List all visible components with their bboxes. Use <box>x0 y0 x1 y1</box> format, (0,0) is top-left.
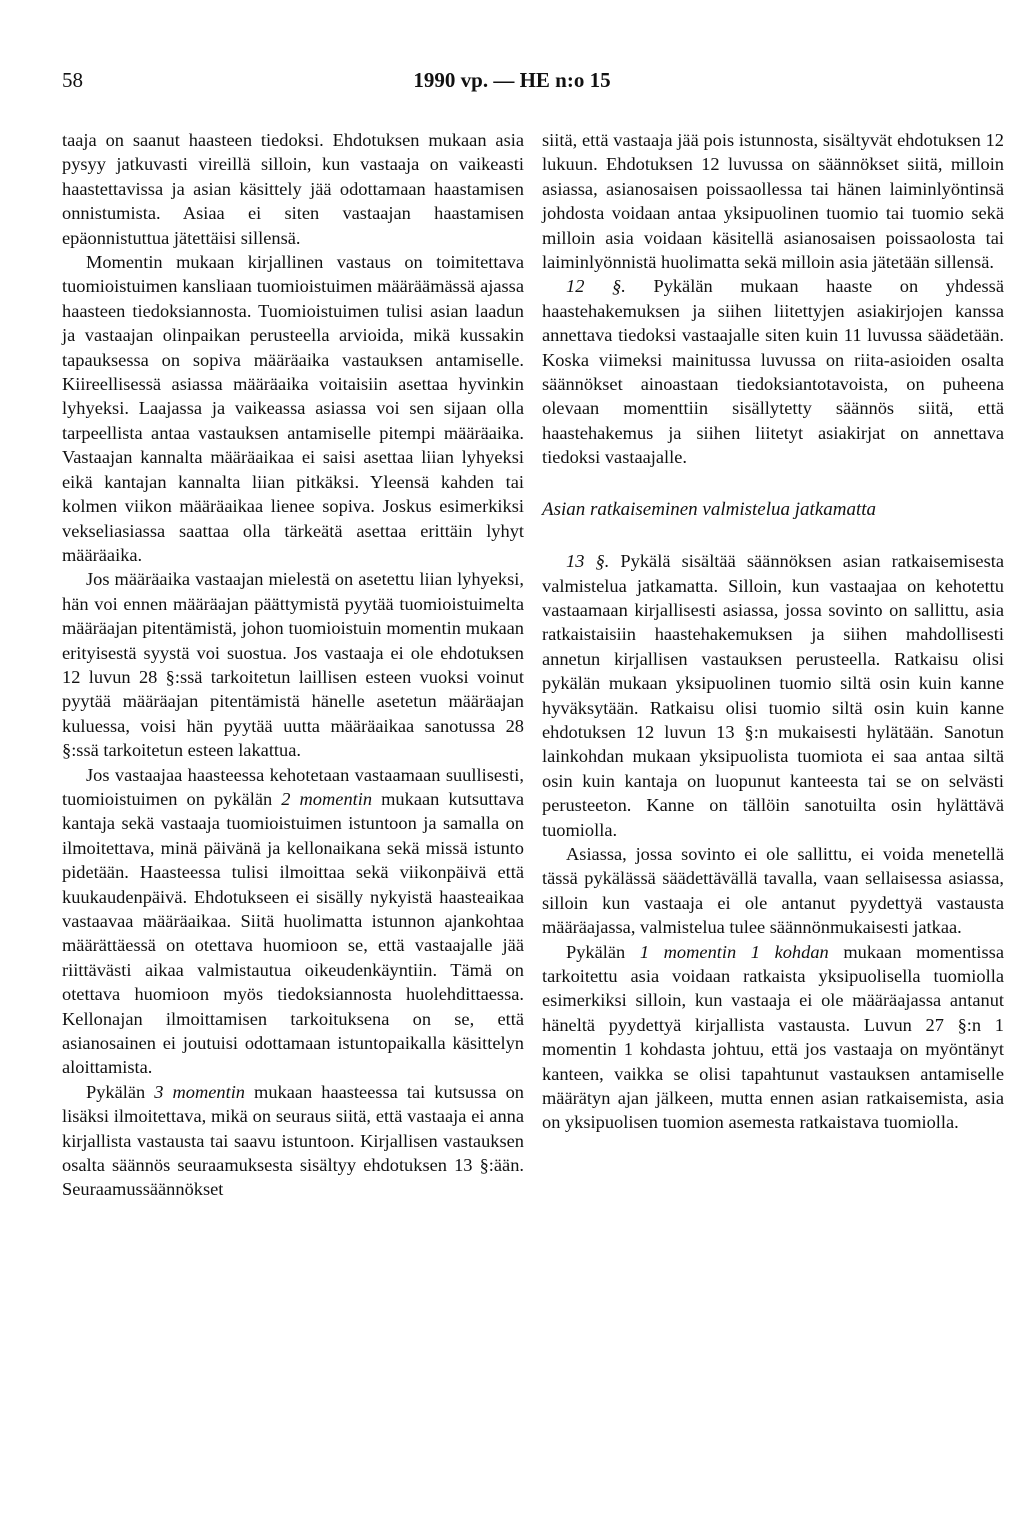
text-run: mukaan kutsuttava kantaja sekä vastaaja tuomioistuimen istuntoon ja samalla on ilmoitettava, minä päivänä ja kellonaikana sekä missä istunto pidetään. Haasteessa tulisi ilmoittaa sekä viikonpäivä että kuukaudenpäivä. Ehdotukseen ei sisälly nykyistä haasteaikaa vastaavaa määräaikaa. Siitä huolimatta istunnon ajankohtaa määrättäessä on otettava huomioon se, että vastaajalle jää riittävästi aikaa valmistautua oikeudenkäyntiin. Tämä on otettava huomioon myös tiedoksiannosta huolehdittaessa. Kellonajan ilmoittamisen tarkoituksena on se, että asianosainen ei joutuisi odottamaan istuntopaikalla käsittelyn aloittamista. <box>62 788 524 1078</box>
right-paragraph-2 <box>542 274 1004 469</box>
section-marker: 13 §. <box>566 551 610 572</box>
italic-reference: 1 momentin 1 kohdan <box>639 941 829 962</box>
text-run: mukaan momentissa tarkoitettu asia voidaan ratkaista yksipuolisella tuomiolla esimerkiksi silloin, kun vastaaja ei ole määräajassa antanut häneltä pyydettyä kirjallista vastausta. Luvun 27 §:n 1 momentin 1 kohdasta johtuu, että jos vastaaja on myöntänyt kanteen, vaikka se olisi tapahtunut vastauksen antamiselle määrätyn ajan jälkeen, mutta ennen asian ratkaisemista, asia on yksipuolisen tuomion asemesta ratkaistava tuomiolla. <box>542 941 1004 1133</box>
italic-reference: 3 momentin <box>154 1081 246 1102</box>
text-run: Pykälän mukaan haaste on yhdessä haastehakemuksen ja siihen liitettyjen asiakirjojen kanssa annettava tiedoksi vastaajalle siten kuin 11 luvussa säädetään. Koska viimeksi mainitussa luvussa on riita-asioiden osalta säännökset ainoastaan tiedoksiantotavoista, on puheena olevaan momenttiin sisällytetty säännös siitä, että haastehakemus ja siihen liitetyt asiakirjat on annettava tiedoksi vastaajalle. <box>542 276 1004 468</box>
left-paragraph-5 <box>62 1080 524 1202</box>
text-run: Pykälä sisältää säännöksen asian ratkaisemisesta valmistelua jatkamatta. Silloin, kun vastaajaa on kehotettu vastaamaan kirjallisesti asiassa, jossa sovinto on sallittu, asia ratkaistaisiin haastehakemuksen ja siihen mahdollisesti annetun kirjallisen vastauksen perusteella. Ratkaisu olisi pykälän mukaan yksipuolinen tuomio siltä osin kuin kanne hyväksytään. Ratkaisu olisi tuomio siltä osin kuin kanne ehdotuksen 12 luvun 13 §:n mukaisesti hylätään. Sanotun lainkohdan mukaan yksipuolista tuomiota ei saa antaa siltä osin kuin kantaja on luopunut kanteesta tai se on selvästi perusteeton. Kanne on tällöin sanotuilta osin hylättävä tuomiolla. <box>542 551 1005 840</box>
right-paragraph-3 <box>542 549 1004 842</box>
right-paragraph-5 <box>542 940 1004 1135</box>
text-run: Pykälän <box>566 941 640 962</box>
running-head: 1990 vp. — HE n:o 15 <box>413 68 611 92</box>
text-run: Pykälän <box>86 1081 155 1102</box>
right-column <box>542 128 1004 1135</box>
right-paragraph-1: siitä, että vastaaja jää pois istunnosta, sisältyvät ehdotuksen 12 lukuun. Ehdotuksen 12 luvussa on säännökset siitä, milloin asiassa, asianosaisen poissaollessa tai hänen laiminlyöntinsä johdosta voidaan antaa yksipuolinen tuomio tai tuomio sekä milloin asia voidaan käsitellä asianosaisen poissaolosta tai laiminlyönnistä huolimatta sekä milloin asia jätetään sillensä. <box>542 130 1004 273</box>
page-number: 58 <box>62 68 83 92</box>
left-paragraph-3: Jos määräaika vastaajan mielestä on asetettu liian lyhyeksi, hän voi ennen määräajan päättymistä pyytää tuomioistuimelta määräajan pitentämistä, johon tuomioistuin momentin mukaan erityisestä syystä voi suostua. Jos vastaaja ei ole ehdotuksen 12 luvun 28 §:ssä tarkoitetun laillisen esteen vuoksi voinut pyytää määräajan pitentämistä hänelle asetetun määräajan kuluessa, voisi hän pyytää uutta määräaikaa sanotussa 28 §:ssä tarkoitetun esteen lakattua. <box>62 569 524 761</box>
text-run: Jos vastaajaa haasteessa kehotetaan vastaamaan suullisesti, tuomioistuimen on pykälän <box>62 764 524 809</box>
italic-reference: 2 momentin <box>281 788 373 809</box>
section-heading: Asian ratkaiseminen valmistelua jatkamatta <box>542 498 877 520</box>
left-paragraph-4 <box>62 763 524 1080</box>
text-run: mukaan haasteessa tai kutsussa on lisäksi ilmoitettava, mikä on seuraus siitä, että vastaaja ei anna kirjallista vastausta tai saavu istuntoon. Kirjallisen vastauksen osalta säännös seuraamuksesta sisältyy ehdotuksen 13 §:ään. Seuraamussäännökset <box>62 1081 524 1200</box>
right-paragraph-4: Asiassa, jossa sovinto ei ole sallittu, ei voida menetellä tässä pykälässä säädettävällä tavalla, vaan sellaisessa asiassa, silloin kun vastaaja ei ole antanut pyydettyä vastausta määräajassa, valmistelua tulee säännönmukaisesti jatkaa. <box>542 843 1004 938</box>
left-paragraph-2: Momentin mukaan kirjallinen vastaus on toimitettava tuomioistuimen kansliaan tuomioistuimen määräämässä ajassa haasteen tiedoksiannosta. Tuomioistuimen tulisi asian laadun ja vastaajan olinpaikan perusteella arvioida, mikä kussakin tapauksessa on sopiva määräaika vastauksen antamiselle. Kiireellisessä asiassa määräaika voitaisiin asettaa hyvinkin lyhyeksi. Laajassa ja vaikeassa asiassa voi sen sijaan olla tarpeellista antaa vastauksen antamiselle pitempi määräaika. Vastaajan kannalta määräaikaa ei saisi asettaa liian lyhyeksi eikä kantajan kannalta liian pitkäksi. Yleensä kahden tai kolmen viikon määräaikaa lienee sopiva. Joskus esimerkiksi vekseliasiassa saattaa olla tärkeätä asettaa erittäin lyhyt määräaika. <box>62 252 524 565</box>
left-paragraph-1: taaja on saanut haasteen tiedoksi. Ehdotuksen mukaan asia pysyy jatkuvasti vireillä silloin, kun vastaaja on vaikeasti haastettavissa ja asian käsittely jää odottamaan haastamisen onnistumista. Asiaa ei siten vastaajan haastamisen epäonnistuttua jätettäisi sillensä. <box>62 130 524 248</box>
left-column <box>62 128 524 1202</box>
section-marker: 12 §. <box>566 276 626 297</box>
